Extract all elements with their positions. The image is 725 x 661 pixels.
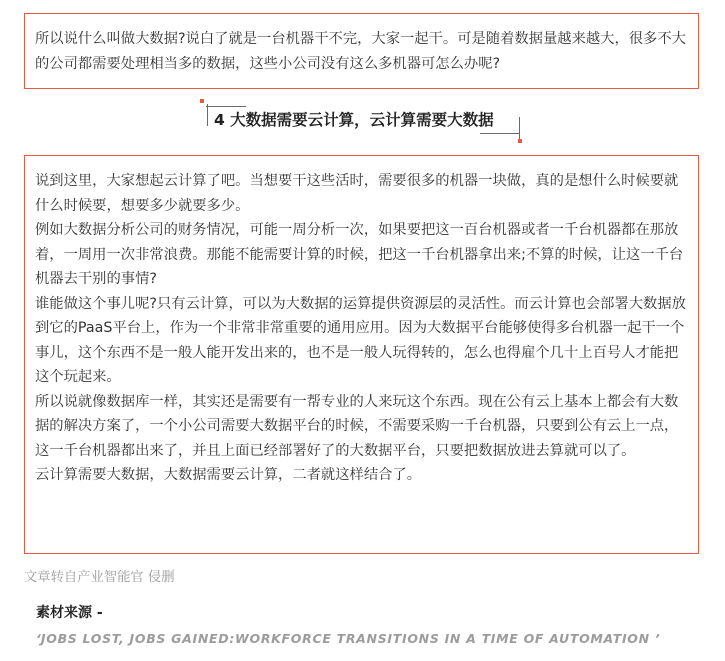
- corner-square-top-left: [200, 99, 204, 103]
- material-label: 素材来源 -: [36, 605, 103, 621]
- section-heading: 4 大数据需要云计算，云计算需要大数据: [214, 111, 494, 129]
- corner-line-top: [206, 106, 246, 107]
- section-heading-block: [200, 99, 530, 143]
- paragraph: 谁能做这个事儿呢?只有云计算，可以为大数据的运算提供资源层的灵活性。而云计算也会部署大数据放到它的PaaS平台上，作为一个非常非常重要的通用应用。因为大数据平台能够使得多台机器一起干一个事儿，这个东西不是一般人能开发出来的，也不是一般人玩得转的，怎么也得雇个几十上百号人才能把这个玩起来。: [35, 295, 686, 385]
- corner-line-bottom: [480, 133, 520, 134]
- material-title: ‘JOBS LOST, JOBS GAINED:WORKFORCE TRANSITIONS IN A TIME OF AUTOMATION ’: [36, 631, 661, 646]
- intro-box: [24, 13, 699, 89]
- intro-text: 所以说什么叫做大数据?说白了就是一台机器干不完，大家一起干。可是随着数据量越来越大，很多不大的公司都需要处理相当多的数据，这些小公司没有这么多机器可怎么办呢?: [35, 31, 686, 72]
- content-box: [24, 155, 699, 554]
- corner-line-right: [519, 117, 520, 139]
- corner-square-bottom-right: [518, 139, 522, 143]
- source-note: 文章转自产业智能官 侵删: [24, 570, 175, 585]
- paragraph: 云计算需要大数据，大数据需要云计算，二者就这样结合了。: [35, 467, 422, 483]
- paragraph: 例如大数据分析公司的财务情况，可能一周分析一次，如果要把这一百台机器或者一千台机器都在那放着，一周用一次非常浪费。那能不能需要计算的时候，把这一千台机器拿出来;不算的时候，让这一千台机器去干别的事情?: [35, 222, 684, 287]
- corner-line-left: [207, 104, 208, 126]
- paragraph: 所以说就像数据库一样，其实还是需要有一帮专业的人来玩这个东西。现在公有云上基本上都会有大数据的解决方案了，一个小公司需要大数据平台的时候，不需要采购一千台机器，只要到公有云上一点，这一千台机器都出来了，并且上面已经部署好了的大数据平台，只要把数据放进去算就可以了。: [35, 393, 679, 459]
- paragraph: 说到这里，大家想起云计算了吧。当想要干这些活时，需要很多的机器一块做，真的是想什么时候要就什么时候要，想要多少就要多少。: [35, 173, 679, 214]
